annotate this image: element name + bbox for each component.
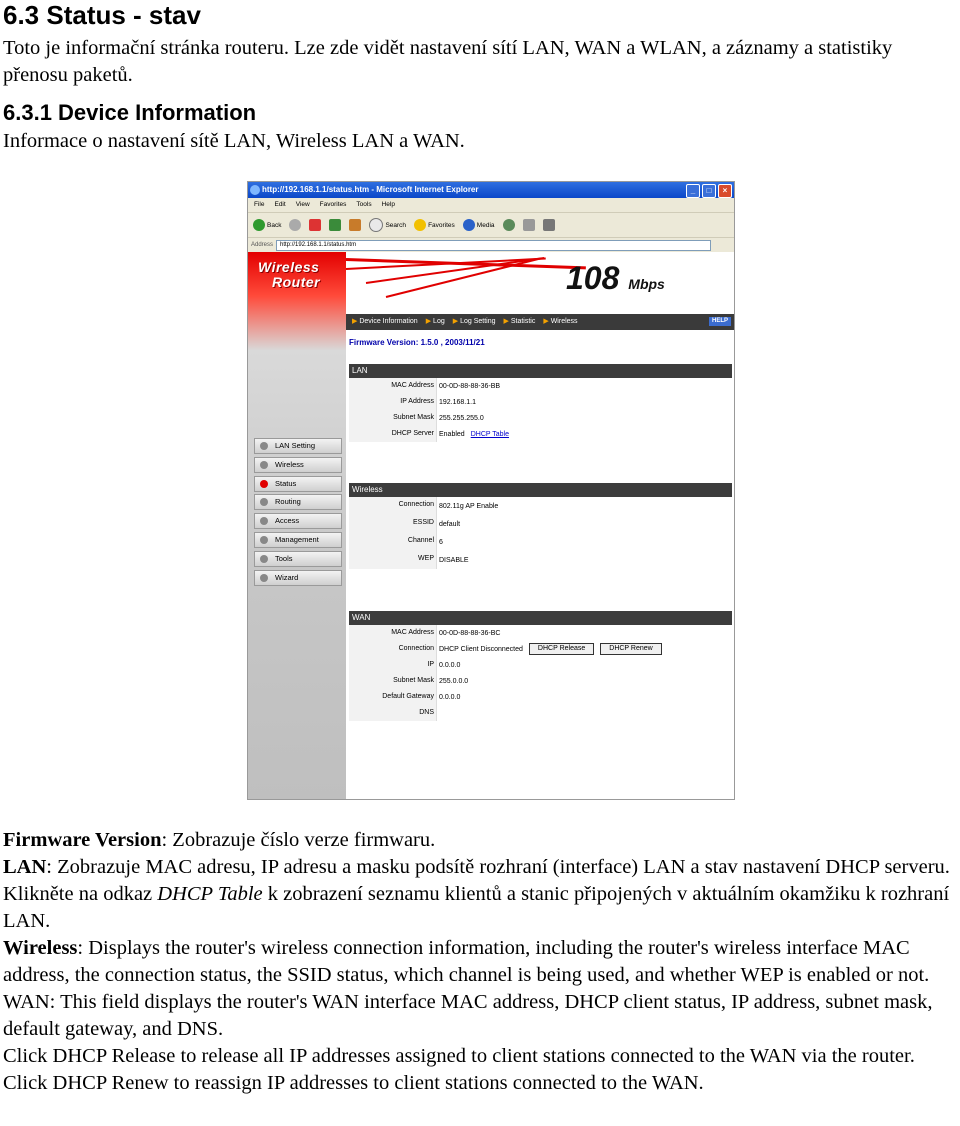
lan-header: LAN (349, 364, 732, 378)
stop-icon (309, 219, 321, 231)
back-button[interactable]: Back (253, 219, 281, 231)
mail-button[interactable] (523, 219, 535, 231)
menu-management[interactable]: Management (254, 532, 342, 548)
menu-status[interactable]: Status (254, 476, 342, 492)
menu-view[interactable]: View (295, 201, 310, 208)
menu-favorites[interactable]: Favorites (319, 201, 347, 208)
intro-paragraph: Toto je informační stránka routeru. Lze zde vidět nastavení sítí LAN, WAN a WLAN, a záznamy a statistiky přenosu paketů. (3, 37, 893, 86)
bullet-icon (260, 461, 268, 469)
menu-routing[interactable]: Routing (254, 494, 342, 510)
media-button[interactable]: Media (463, 219, 495, 231)
menu-edit[interactable]: Edit (274, 201, 286, 208)
table-row: IP 0.0.0.0 (349, 657, 732, 673)
wireless-section (349, 483, 732, 569)
table-row: MAC Address 00-0D-88-88-36-BB (349, 378, 732, 394)
menu-help[interactable]: Help (381, 201, 395, 208)
wan-section (349, 611, 732, 721)
arrow-icon: ▶ (352, 318, 358, 325)
table-row: Subnet Mask 255.255.255.0 (349, 410, 732, 426)
arrow-icon: ▶ (503, 318, 509, 325)
router-navbar (346, 314, 734, 330)
nav-log[interactable]: ▶ Log (425, 318, 445, 325)
search-button[interactable]: Search (369, 218, 406, 232)
browser-menubar (248, 198, 734, 213)
ie-icon (250, 185, 260, 195)
search-icon (369, 218, 383, 232)
dhcp-release-button[interactable]: DHCP Release (529, 643, 594, 655)
maximize-icon[interactable]: □ (702, 184, 716, 198)
refresh-button[interactable] (329, 219, 341, 231)
lan-paragraph: LAN: Zobrazuje MAC adresu, IP adresu a masku podsítě rozhraní (interface) LAN a stav nastavení DHCP serveru. Klikněte na odkaz DHCP Table k zobrazení seznamu klientů a stanic připojených v aktuálním okamžiku k rozhraní LAN. (3, 856, 950, 932)
nav-device-information[interactable]: ▶ Device Information (352, 318, 418, 325)
bullet-icon (260, 574, 268, 582)
speed-logo: 108 Mbps (566, 260, 665, 296)
refresh-icon (329, 219, 341, 231)
dhcp-table-link[interactable]: DHCP Table (470, 430, 509, 438)
term-wireless: Wireless (3, 937, 78, 959)
menu-tools[interactable]: Tools (254, 551, 342, 567)
forward-arrow-icon (289, 219, 301, 231)
wireless-paragraph: Wireless: Displays the router's wireless connection information, including the router's wireless interface MAC address, the connection status, the SSID status, which channel is being used, and whether WEP is enabled or not. (3, 937, 930, 986)
close-icon[interactable]: × (718, 184, 732, 198)
forward-button[interactable] (289, 219, 301, 231)
address-input[interactable]: http://192.168.1.1/status.htm (276, 240, 711, 251)
dhcp-renew-button[interactable]: DHCP Renew (600, 643, 661, 655)
bullet-icon (260, 555, 268, 563)
table-row: ESSID default (349, 515, 732, 533)
bullet-icon (260, 498, 268, 506)
help-button[interactable]: HELP (709, 317, 731, 326)
table-row: WEP DISABLE (349, 551, 732, 569)
menu-file[interactable]: File (254, 201, 265, 208)
back-arrow-icon (253, 219, 265, 231)
nav-log-setting[interactable]: ▶ Log Setting (452, 318, 496, 325)
table-row: DHCP Server Enabled DHCP Table (349, 426, 732, 442)
subintro-paragraph: Informace o nastavení sítě LAN, Wireless LAN a WAN. (3, 130, 465, 152)
nav-wireless[interactable]: ▶ Wireless (543, 318, 578, 325)
menu-access[interactable]: Access (254, 513, 342, 529)
table-row: IP Address 192.168.1.1 (349, 394, 732, 410)
firmware-version: Firmware Version: 1.5.0 , 2003/11/21 (349, 338, 485, 347)
table-row: MAC Address 00-0D-88-88-36-BC (349, 625, 732, 641)
left-panel (248, 252, 346, 799)
router-screenshot (247, 181, 735, 800)
nav-statistic[interactable]: ▶ Statistic (503, 318, 536, 325)
address-bar (248, 238, 734, 253)
arrow-icon: ▶ (543, 318, 549, 325)
wireless-header: Wireless (349, 483, 732, 497)
menu-lan-setting[interactable]: LAN Setting (254, 438, 342, 454)
arrow-icon: ▶ (425, 318, 432, 325)
banner (346, 252, 734, 310)
browser-titlebar (248, 182, 734, 198)
firmware-paragraph: Firmware Version: Zobrazuje číslo verze firmwaru. (3, 829, 436, 851)
wan-header: WAN (349, 611, 732, 625)
browser-toolbar (248, 213, 734, 238)
mail-icon (523, 219, 535, 231)
print-button[interactable] (543, 219, 555, 231)
router-menu (254, 438, 342, 588)
print-icon (543, 219, 555, 231)
bullet-icon (260, 480, 268, 488)
star-icon (414, 219, 426, 231)
menu-wireless[interactable]: Wireless (254, 457, 342, 473)
favorites-button[interactable]: Favorites (414, 219, 455, 231)
term-firmware: Firmware Version (3, 829, 162, 851)
address-label: Address (251, 242, 274, 248)
product-logo: Wireless Router (258, 259, 321, 290)
bullet-icon (260, 442, 268, 450)
browser-title: http://192.168.1.1/status.htm - Microsoft Internet Explorer (262, 185, 479, 194)
click-paragraph: Click DHCP Release to release all IP addresses assigned to client stations connected to the WAN via the router. Click DHCP Renew to reassign IP addresses to client stations connected to the WAN. (3, 1045, 915, 1094)
menu-wizard[interactable]: Wizard (254, 570, 342, 586)
history-button[interactable] (503, 219, 515, 231)
home-button[interactable] (349, 219, 361, 231)
description-block (3, 827, 955, 1097)
table-row: Subnet Mask 255.0.0.0 (349, 673, 732, 689)
media-icon (463, 219, 475, 231)
subsection-heading: 6.3.1 Device Information (3, 100, 257, 125)
arrow-icon: ▶ (452, 318, 459, 325)
router-page (248, 252, 734, 799)
section-heading: 6.3 Status - stav (3, 0, 201, 30)
bullet-icon (260, 536, 268, 544)
table-row: Channel 6 (349, 533, 732, 551)
menu-tools[interactable]: Tools (356, 201, 372, 208)
home-icon (349, 219, 361, 231)
wan-paragraph: WAN: This field displays the router's WAN interface MAC address, DHCP client status, IP address, subnet mask, default gateway, and DNS. (3, 991, 933, 1040)
table-row: Default Gateway 0.0.0.0 (349, 689, 732, 705)
stop-button[interactable] (309, 219, 321, 231)
table-row: Connection DHCP Client Disconnected DHCP Release DHCP Renew (349, 641, 732, 657)
history-icon (503, 219, 515, 231)
table-row: Connection 802.11g AP Enable (349, 497, 732, 515)
dhcp-table-term: DHCP Table (157, 883, 263, 905)
table-row: DNS (349, 705, 732, 721)
bullet-icon (260, 517, 268, 525)
term-lan: LAN (3, 856, 47, 878)
lan-section (349, 364, 732, 442)
minimize-icon[interactable]: _ (686, 184, 700, 198)
